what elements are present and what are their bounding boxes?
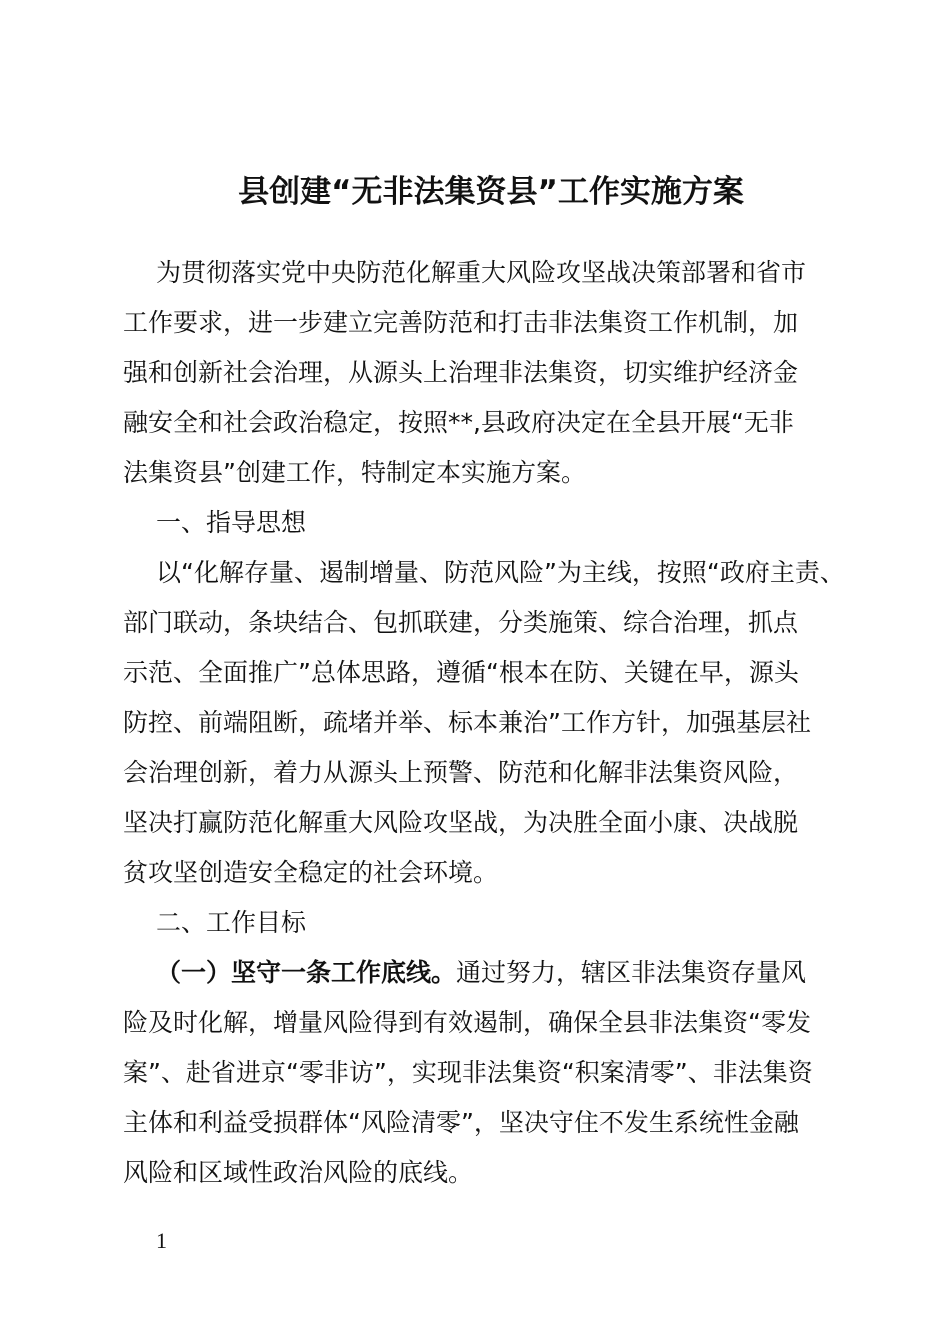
- paragraph-line-14: 险及时化解，增量风险得到有效遏制，确保全县非法集资“零发: [123, 1008, 811, 1037]
- paragraph-line-13-rest: 通过努力，辖区非法集资存量风: [456, 958, 807, 987]
- paragraph-line-15: 案”、赴省进京“零非访”，实现非法集资“积案清零”、非法集资: [123, 1058, 813, 1087]
- bold-lead-text: （一）坚守一条工作底线。: [156, 958, 457, 987]
- document-title: 县创建“无非法集资县”工作实施方案: [238, 174, 744, 210]
- paragraph-line-10: 会治理创新，着力从源头上预警、防范和化解非法集资风险，: [123, 758, 799, 787]
- section-heading-guiding-thought: 一、指导思想: [156, 508, 307, 537]
- paragraph-line-3: 强和创新社会治理，从源头上治理非法集资，切实维护经济金: [123, 358, 799, 387]
- paragraph-line-12: 贫攻坚创造安全稳定的社会环境。: [123, 858, 499, 887]
- page-number: 1: [156, 1228, 167, 1253]
- paragraph-line-5: 法集资县”创建工作，特制定本实施方案。: [123, 458, 586, 487]
- paragraph-line-4: 融安全和社会政治稳定，按照**,县政府决定在全县开展“无非: [123, 408, 794, 437]
- paragraph-line-11: 坚决打赢防范化解重大风险攻坚战，为决胜全面小康、决战脱: [123, 808, 799, 837]
- paragraph-line-16: 主体和利益受损群体“风险清零”，坚决守住不发生系统性金融: [123, 1108, 799, 1137]
- paragraph-line-2: 工作要求，进一步建立完善防范和打击非法集资工作机制，加: [123, 308, 799, 337]
- paragraph-line-8: 示范、全面推广”总体思路，遵循“根本在防、关键在早，源头: [123, 658, 799, 687]
- paragraph-line-17: 风险和区域性政治风险的底线。: [123, 1158, 474, 1187]
- paragraph-line-9: 防控、前端阻断，疏堵并举、标本兼治”工作方针，加强基层社: [123, 708, 811, 737]
- paragraph-line-7: 部门联动，条块结合、包抓联建，分类施策、综合治理，抓点: [123, 608, 799, 637]
- section-heading-work-goals: 二、工作目标: [156, 908, 307, 937]
- paragraph-line-1: 为贯彻落实党中央防范化解重大风险攻坚战决策部署和省市: [156, 258, 807, 287]
- paragraph-line-6: 以“化解存量、遏制增量、防范风险”为主线，按照“政府主责、: [156, 558, 845, 587]
- paragraph-line-13: [156, 948, 806, 998]
